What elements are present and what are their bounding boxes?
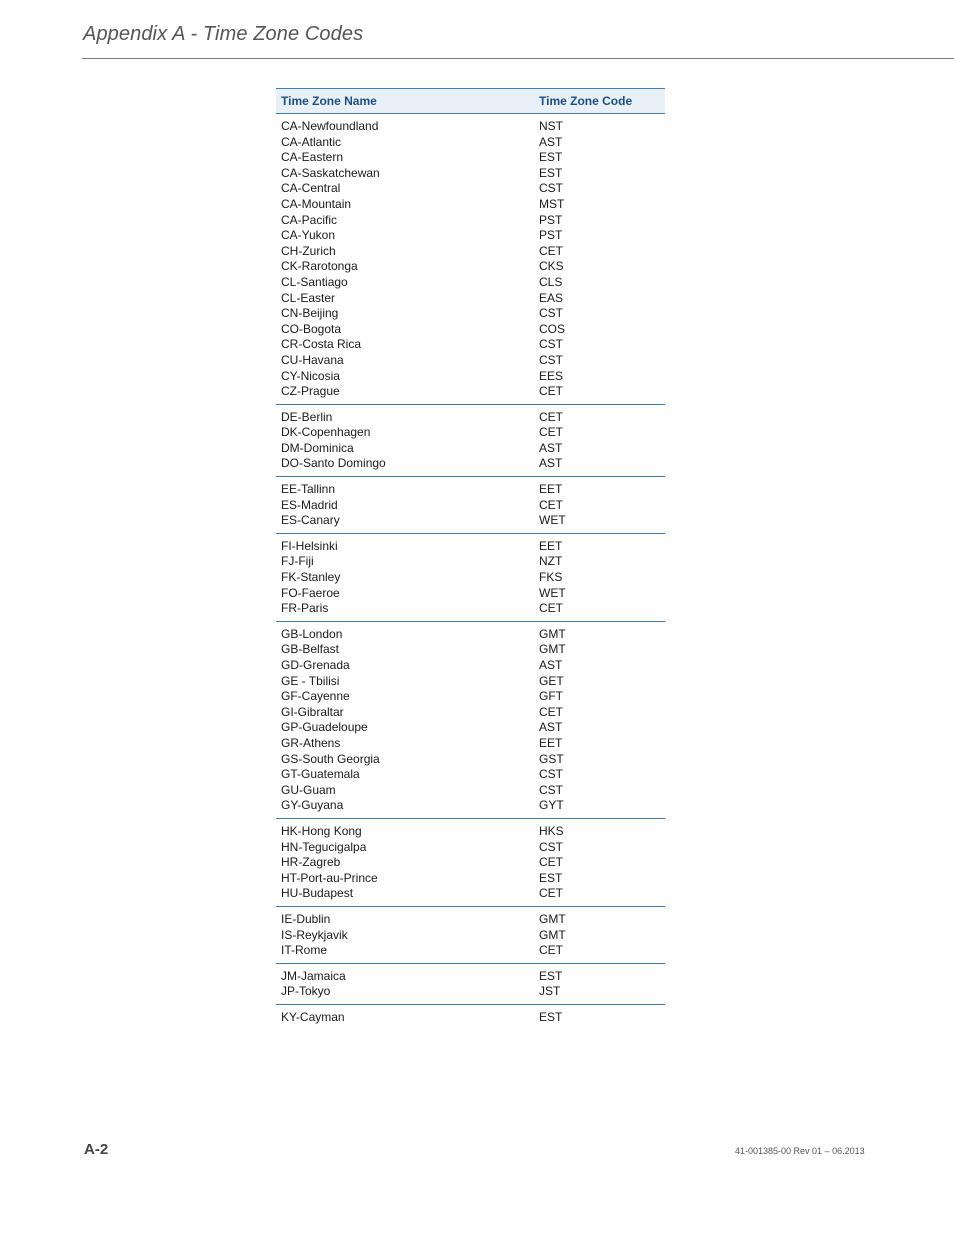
table-row: [276, 291, 665, 307]
time-zone-name-cell: FO-Faeroe: [281, 585, 340, 600]
time-zone-name-cell: GU-Guam: [281, 782, 336, 797]
time-zone-code-cell: EAS: [539, 290, 564, 305]
table-row: [276, 275, 665, 291]
time-zone-name-cell: GB-London: [281, 626, 343, 641]
time-zone-name-cell: HU-Budapest: [281, 886, 354, 901]
time-zone-code-cell: CET: [539, 886, 563, 901]
time-zone-table: [276, 88, 665, 1029]
time-zone-code-cell: AST: [539, 658, 563, 672]
time-zone-name-cell: CA-Pacific: [281, 212, 338, 227]
time-zone-code-cell: CST: [539, 337, 563, 352]
time-zone-code-cell: GMT: [539, 911, 566, 926]
time-zone-name-cell: CA-Yukon: [281, 228, 336, 243]
table-row: [276, 783, 665, 799]
table-row: [276, 513, 665, 529]
time-zone-code-cell: CST: [539, 181, 563, 196]
time-zone-name-cell: GT-Guatemala: [281, 767, 360, 782]
table-row: [276, 840, 665, 856]
time-zone-code-cell: EET: [539, 482, 563, 497]
time-zone-code-cell: GET: [539, 673, 564, 688]
table-row: [276, 353, 665, 369]
time-zone-code-cell: JST: [539, 984, 561, 999]
table-row: [276, 539, 665, 555]
time-zone-name-cell: DK-Copenhagen: [281, 425, 371, 440]
table-row-group: [276, 534, 665, 622]
time-zone-name-cell: CU-Havana: [281, 352, 344, 367]
time-zone-code-cell: CET: [539, 384, 563, 399]
table-row: [276, 181, 665, 197]
time-zone-code-cell: EET: [539, 538, 563, 553]
table-row: [276, 767, 665, 783]
table-row: [276, 969, 665, 985]
table-row: [276, 150, 665, 166]
time-zone-code-cell: CLS: [539, 274, 563, 289]
time-zone-code-cell: GYT: [539, 798, 564, 813]
table-row: [276, 228, 665, 244]
time-zone-name-cell: CH-Zurich: [281, 243, 336, 258]
table-row: [276, 871, 665, 887]
time-zone-name-cell: GI-Gibraltar: [281, 704, 344, 719]
time-zone-name-cell: GF-Cayenne: [281, 689, 350, 704]
time-zone-name-cell: GS-South Georgia: [281, 751, 380, 766]
table-row-group: [276, 819, 665, 907]
column-header-name: Time Zone Name: [281, 94, 377, 108]
table-row: [276, 736, 665, 752]
time-zone-name-cell: DM-Dominica: [281, 440, 354, 455]
time-zone-name-cell: ES-Madrid: [281, 497, 338, 512]
table-row: [276, 720, 665, 736]
table-row: [276, 886, 665, 902]
time-zone-code-cell: WET: [539, 585, 566, 600]
time-zone-name-cell: FJ-Fiji: [281, 554, 314, 569]
table-row: [276, 119, 665, 135]
table-row: [276, 456, 665, 472]
time-zone-code-cell: PST: [539, 212, 563, 227]
time-zone-code-cell: CET: [539, 943, 563, 958]
table-row: [276, 601, 665, 617]
time-zone-code-cell: CET: [539, 855, 563, 870]
time-zone-name-cell: CA-Saskatchewan: [281, 165, 380, 180]
time-zone-code-cell: CST: [539, 767, 563, 782]
time-zone-name-cell: IE-Dublin: [281, 911, 331, 926]
time-zone-code-cell: EST: [539, 1009, 563, 1024]
table-row: [276, 658, 665, 674]
time-zone-name-cell: HK-Hong Kong: [281, 823, 362, 838]
table-row: [276, 824, 665, 840]
time-zone-name-cell: CK-Rarotonga: [281, 259, 358, 274]
page-title: Appendix A - Time Zone Codes: [83, 23, 364, 45]
time-zone-name-cell: CO-Bogota: [281, 321, 342, 336]
time-zone-code-cell: EST: [539, 870, 563, 885]
table-row: [276, 425, 665, 441]
time-zone-name-cell: GR-Athens: [281, 735, 341, 750]
table-row: [276, 259, 665, 275]
time-zone-code-cell: EST: [539, 165, 563, 180]
table-row: [276, 570, 665, 586]
time-zone-name-cell: CL-Santiago: [281, 274, 348, 289]
document-id: 41-001385-00 Rev 01 – 06.2013: [735, 1146, 865, 1156]
table-row: [276, 306, 665, 322]
time-zone-code-cell: PST: [539, 228, 563, 243]
table-row: [276, 984, 665, 1000]
time-zone-name-cell: CA-Mountain: [281, 196, 352, 211]
time-zone-code-cell: CET: [539, 497, 563, 512]
time-zone-code-cell: GMT: [539, 927, 566, 942]
time-zone-name-cell: GE - Tbilisi: [281, 673, 340, 688]
table-header-row: [276, 89, 665, 114]
time-zone-name-cell: ES-Canary: [281, 513, 340, 528]
table-row-group: [276, 622, 665, 819]
time-zone-name-cell: GD-Grenada: [281, 658, 350, 672]
time-zone-name-cell: CA-Atlantic: [281, 134, 342, 149]
time-zone-code-cell: AST: [539, 440, 563, 455]
time-zone-code-cell: EES: [539, 368, 564, 383]
time-zone-code-cell: AST: [539, 720, 563, 735]
time-zone-code-cell: EET: [539, 735, 563, 750]
table-row: [276, 674, 665, 690]
time-zone-code-cell: CET: [539, 243, 563, 258]
header-divider: [82, 58, 954, 59]
table-row: [276, 410, 665, 426]
table-row-group: [276, 114, 665, 405]
time-zone-name-cell: CY-Nicosia: [281, 368, 340, 383]
time-zone-code-cell: AST: [539, 134, 563, 149]
table-row: [276, 642, 665, 658]
time-zone-name-cell: HT-Port-au-Prince: [281, 870, 378, 885]
time-zone-code-cell: GFT: [539, 689, 563, 704]
time-zone-code-cell: MST: [539, 196, 565, 211]
time-zone-code-cell: CET: [539, 425, 563, 440]
time-zone-name-cell: FK-Stanley: [281, 570, 341, 585]
time-zone-code-cell: CET: [539, 601, 563, 616]
table-row: [276, 586, 665, 602]
time-zone-name-cell: HR-Zagreb: [281, 855, 341, 870]
time-zone-name-cell: GP-Guadeloupe: [281, 720, 368, 735]
time-zone-name-cell: IS-Reykjavik: [281, 927, 348, 942]
time-zone-code-cell: CST: [539, 352, 563, 367]
time-zone-code-cell: EST: [539, 150, 563, 165]
time-zone-code-cell: CET: [539, 409, 563, 424]
table-row: [276, 166, 665, 182]
table-row: [276, 369, 665, 385]
time-zone-code-cell: CET: [539, 704, 563, 719]
time-zone-name-cell: FR-Paris: [281, 601, 329, 616]
table-row: [276, 798, 665, 814]
time-zone-code-cell: CST: [539, 306, 563, 321]
time-zone-name-cell: FI-Helsinki: [281, 538, 338, 553]
table-row-group: [276, 1005, 665, 1030]
table-row: [276, 322, 665, 338]
table-row: [276, 197, 665, 213]
time-zone-name-cell: GY-Guyana: [281, 798, 344, 813]
table-row: [276, 943, 665, 959]
time-zone-code-cell: AST: [539, 456, 563, 471]
time-zone-name-cell: CR-Costa Rica: [281, 337, 362, 352]
time-zone-name-cell: GB-Belfast: [281, 642, 340, 657]
time-zone-code-cell: NST: [539, 119, 563, 133]
time-zone-name-cell: DO-Santo Domingo: [281, 456, 386, 471]
time-zone-code-cell: WET: [539, 513, 566, 528]
table-row: [276, 705, 665, 721]
table-row: [276, 244, 665, 260]
table-row: [276, 855, 665, 871]
table-body: [276, 114, 665, 1029]
time-zone-name-cell: CL-Easter: [281, 290, 336, 305]
time-zone-name-cell: CA-Central: [281, 181, 341, 196]
time-zone-code-cell: CKS: [539, 259, 564, 274]
time-zone-code-cell: CST: [539, 839, 563, 854]
table-row-group: [276, 964, 665, 1005]
table-row: [276, 752, 665, 768]
table-row: [276, 337, 665, 353]
time-zone-name-cell: HN-Tegucigalpa: [281, 839, 367, 854]
column-header-code: Time Zone Code: [539, 94, 633, 108]
time-zone-code-cell: NZT: [539, 554, 563, 569]
page-number: A-2: [84, 1141, 109, 1158]
table-row: [276, 912, 665, 928]
table-row-group: [276, 477, 665, 534]
table-row: [276, 441, 665, 457]
table-row-group: [276, 405, 665, 477]
time-zone-code-cell: GMT: [539, 642, 566, 657]
time-zone-code-cell: HKS: [539, 823, 564, 838]
time-zone-name-cell: DE-Berlin: [281, 409, 333, 424]
time-zone-name-cell: KY-Cayman: [281, 1009, 345, 1024]
time-zone-name-cell: EE-Tallinn: [281, 482, 336, 497]
time-zone-code-cell: EST: [539, 968, 563, 983]
time-zone-name-cell: CA-Newfoundland: [281, 119, 379, 133]
table-row: [276, 689, 665, 705]
table-row: [276, 554, 665, 570]
table-row-group: [276, 907, 665, 964]
time-zone-name-cell: CA-Eastern: [281, 150, 344, 165]
time-zone-code-cell: GMT: [539, 626, 566, 641]
time-zone-code-cell: CST: [539, 782, 563, 797]
table-row: [276, 384, 665, 400]
time-zone-name-cell: IT-Rome: [281, 943, 328, 958]
time-zone-code-cell: GST: [539, 751, 564, 766]
table-row: [276, 135, 665, 151]
table-row: [276, 498, 665, 514]
table-row: [276, 1010, 665, 1026]
table-row: [276, 627, 665, 643]
table-row: [276, 482, 665, 498]
table-row: [276, 213, 665, 229]
time-zone-code-cell: COS: [539, 321, 566, 336]
time-zone-code-cell: FKS: [539, 570, 563, 585]
time-zone-name-cell: CZ-Prague: [281, 384, 340, 399]
table-row: [276, 928, 665, 944]
time-zone-name-cell: JM-Jamaica: [281, 968, 346, 983]
time-zone-name-cell: CN-Beijing: [281, 306, 339, 321]
time-zone-name-cell: JP-Tokyo: [281, 984, 331, 999]
